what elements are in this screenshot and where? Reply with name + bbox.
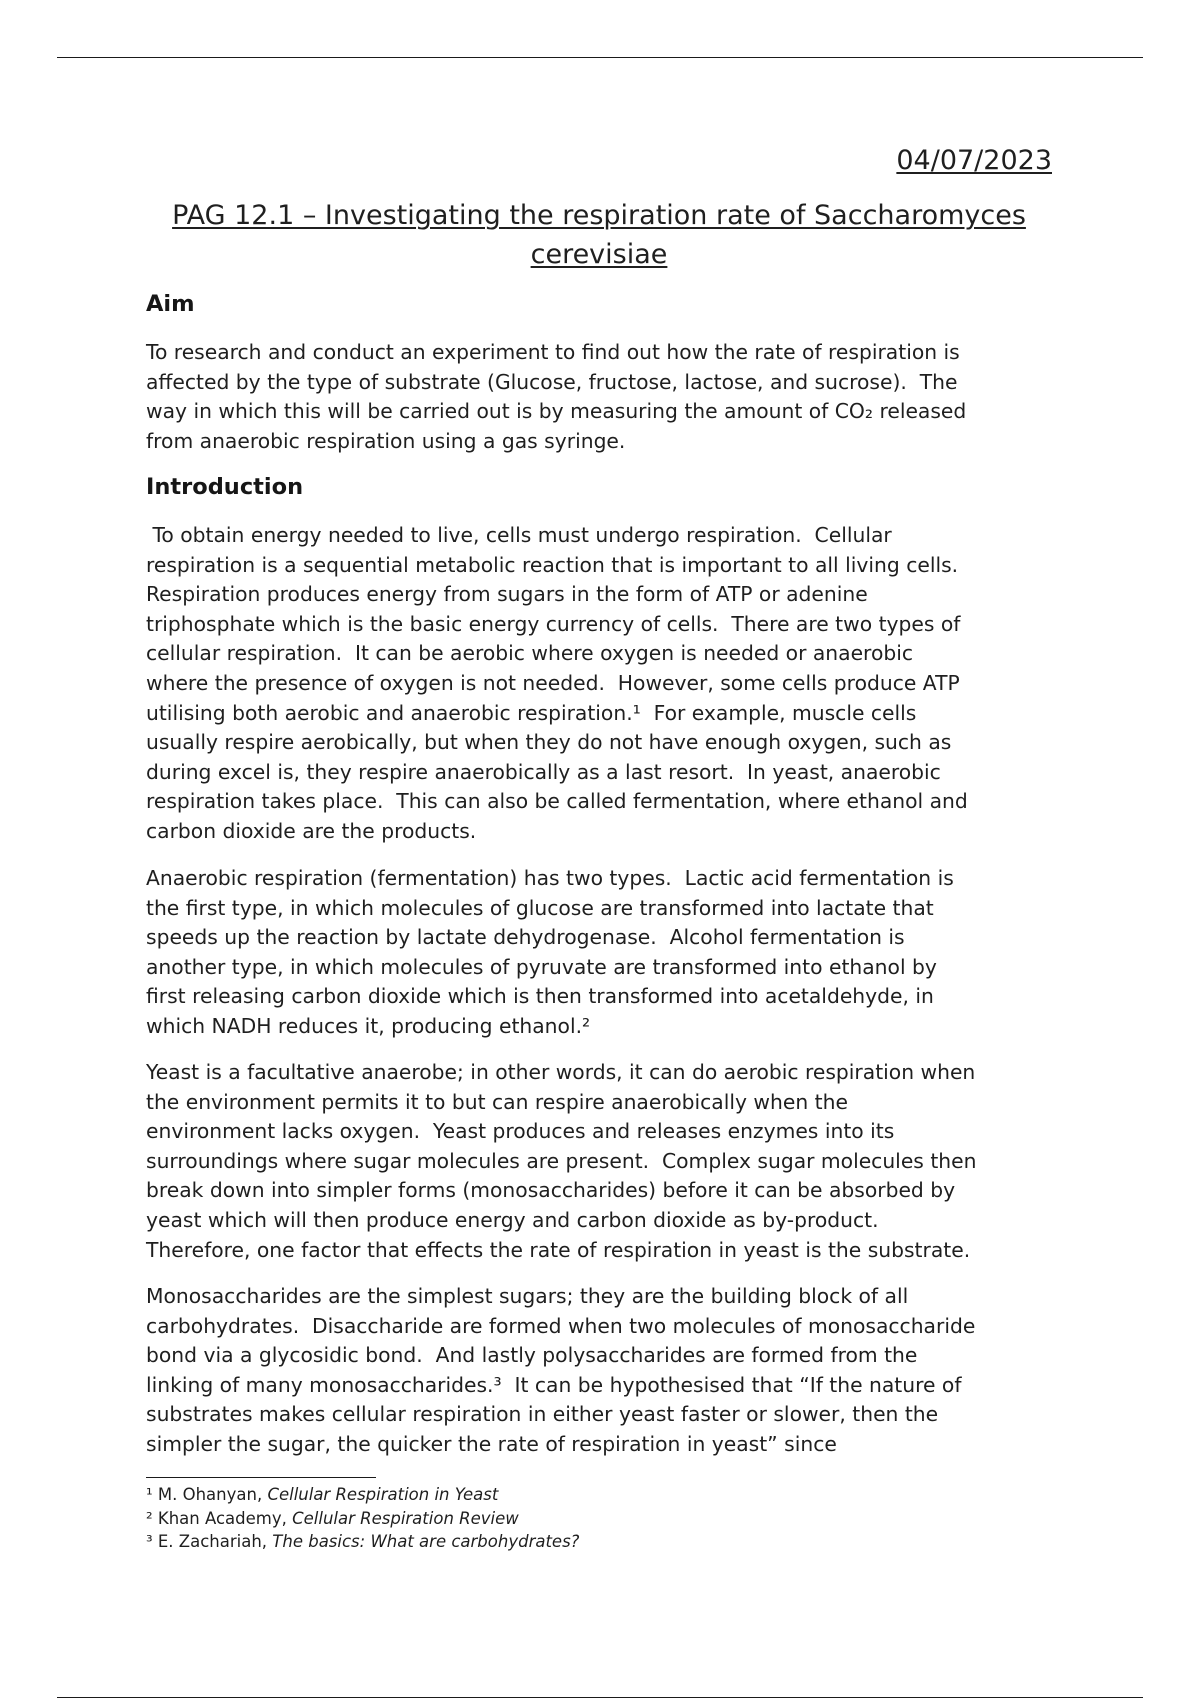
footnote-3-author: E. Zachariah, — [157, 1532, 273, 1551]
footnote-1-title: Cellular Respiration in Yeast — [267, 1485, 499, 1504]
document-title: PAG 12.1 – Investigating the respiration rate of Saccharomyces cerevisiae — [172, 200, 1026, 270]
introduction-paragraph-3: Yeast is a facultative anaerobe; in other words, it can do aerobic respiration when the environment permits it to but can respire anaerobically when the environment lacks oxygen. Yeast produces and releases enzymes into its surroundings where sugar molecules are present. Complex sugar molecules then break down into simpler forms (monosaccharides) before it can be absorbed by yeast which will then produce energy and carbon dioxide as by-product. Therefore, one factor that effects the rate of respiration in yeast is the substrate. — [146, 1060, 977, 1262]
page-bottom-rule — [57, 1697, 1143, 1698]
page-top-rule — [57, 57, 1143, 58]
footnote-2-title: Cellular Respiration Review — [292, 1508, 519, 1528]
footnote-1 — [146, 1483, 579, 1507]
footnote-3 — [146, 1530, 579, 1554]
introduction-paragraph-1: To obtain energy needed to live, cells must undergo respiration. Cellular respiration is a sequential metabolic reaction that is important to all living cells. Respiration produces energy from sugars in the form of ATP or adenine triphosphate which is the basic energy currency of cells. There are two types of cellular respiration. It can be aerobic where oxygen is needed or anaerobic where the presence of oxygen is not needed. However, some cells produce ATP utilising both aerobic and anaerobic respiration.¹ For example, muscle cells usually respire aerobically, but when they do not have enough oxygen, such as during excel is, they respire anaerobically as a last resort. In yeast, anaerobic respiration takes place. This can also be called fermentation, where ethanol and carbon dioxide are the products. — [146, 523, 968, 843]
footnote-2-marker: ² — [146, 1508, 153, 1528]
aim-paragraph: To research and conduct an experiment to find out how the rate of respiration is affected by the type of substrate (Glucose, fructose, lactose, and sucrose). The way in which this will be carried out is by measuring the amount of CO₂ released from anaerobic respiration using a gas syringe. — [146, 340, 967, 453]
footnote-separator — [146, 1477, 376, 1478]
aim-heading: Aim — [146, 291, 195, 317]
introduction-paragraph-2: Anaerobic respiration (fermentation) has two types. Lactic acid fermentation is the first type, in which molecules of glucose are transformed into lactate that speeds up the reaction by lactate dehydrogenase. Alcohol fermentation is another type, in which molecules of pyruvate are transformed into ethanol by first releasing carbon dioxide which is then transformed into acetaldehyde, in which NADH reduces it, producing ethanol.² — [146, 866, 954, 1038]
footnote-3-marker: ³ — [146, 1532, 153, 1551]
introduction-paragraph-4: Monosaccharides are the simplest sugars; they are the building block of all carbohydrates. Disaccharide are formed when two molecules of monosaccharide bond via a glycosidic bond. And lastly polysaccharides are formed from the linking of many monosaccharides.³ It can be hypothesised that “If the nature of substrates makes cellular respiration in either yeast faster or slower, then the simpler the sugar, the quicker the rate of respiration in yeast” since — [146, 1284, 976, 1456]
footnote-1-author: M. Ohanyan, — [157, 1485, 268, 1504]
footnote-2 — [146, 1507, 579, 1531]
introduction-heading: Introduction — [146, 474, 304, 500]
document-date: 04/07/2023 — [896, 145, 1052, 176]
footnote-2-author: Khan Academy, — [157, 1508, 293, 1528]
footnotes-list — [146, 1483, 579, 1554]
footnote-1-marker: ¹ — [146, 1485, 153, 1504]
footnote-3-title: The basics: What are carbohydrates? — [272, 1532, 580, 1551]
